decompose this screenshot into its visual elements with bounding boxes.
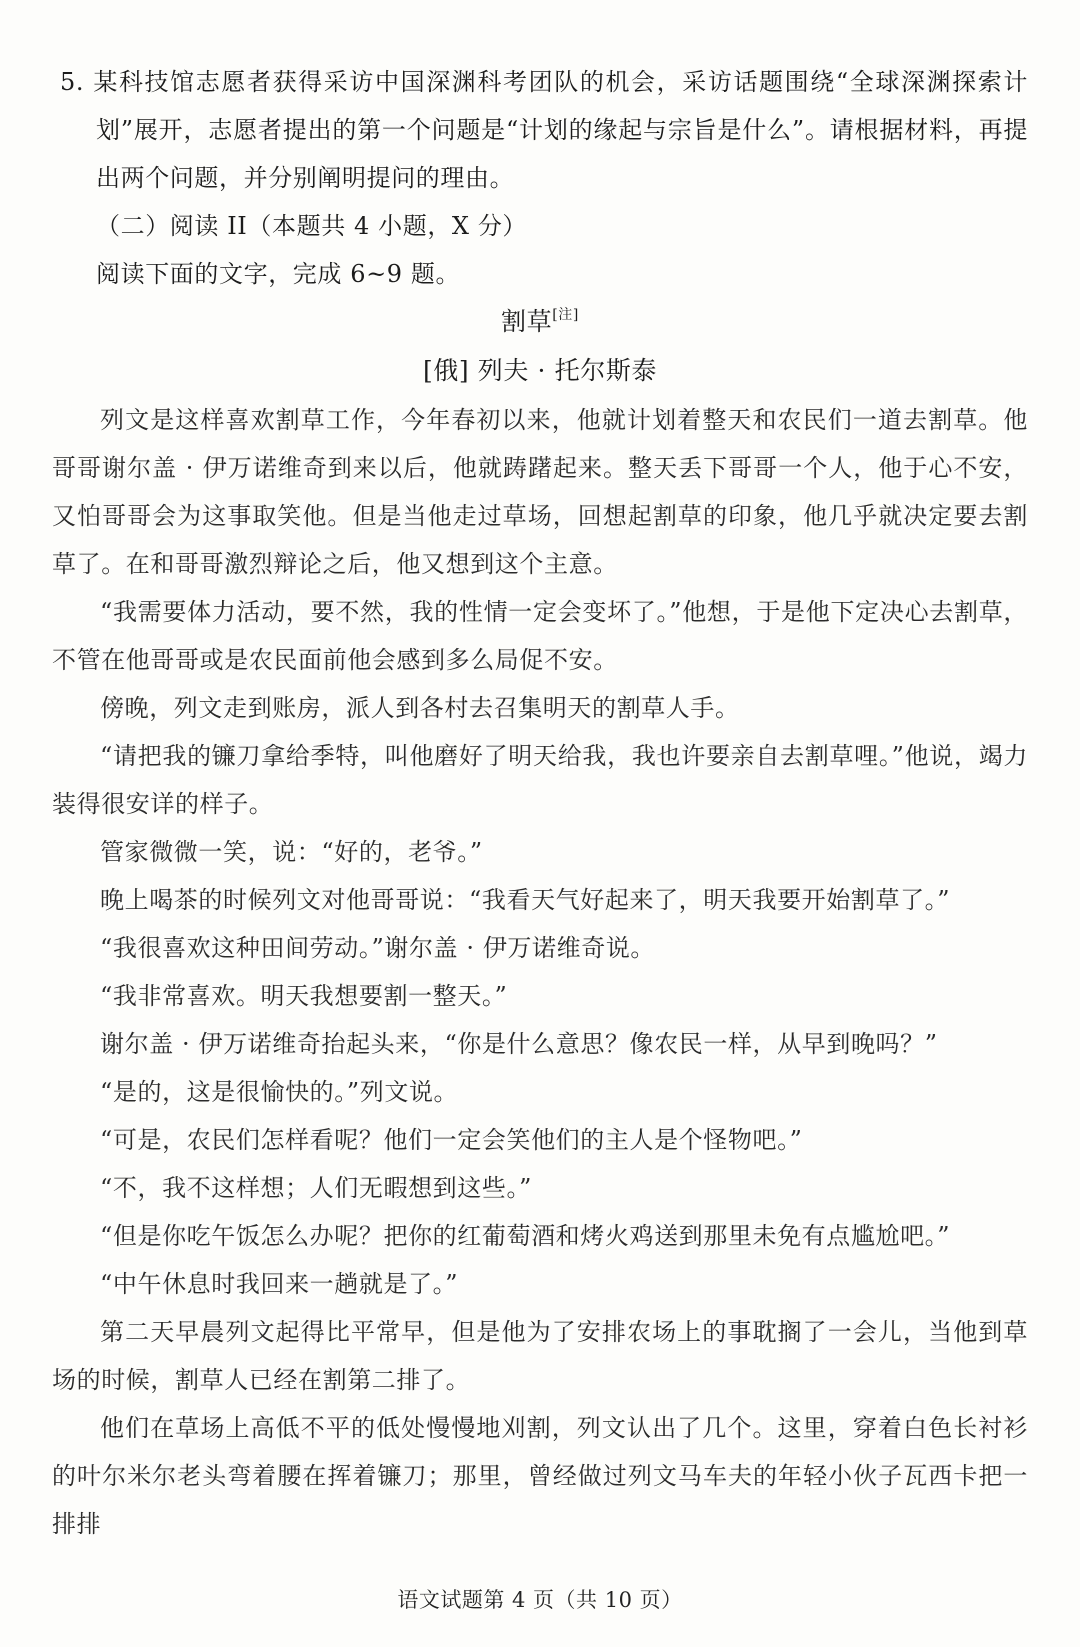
- article-paragraph: “请把我的镰刀拿给季特，叫他磨好了明天给我，我也许要亲自去割草哩。”他说，竭力装得很安详的样子。: [52, 742, 1028, 818]
- article-paragraph: 他们在草场上高低不平的低处慢慢地刈割，列文认出了几个。这里，穿着白色长衬衫的叶尔米尔老头弯着腰在挥着镰刀；那里，曾经做过列文马车夫的年轻小伙子瓦西卡把一排排: [52, 1414, 1028, 1538]
- article-paragraph: 第二天早晨列文起得比平常早，但是他为了安排农场上的事耽搁了一会儿，当他到草场的时候，割草人已经在割第二排了。: [52, 1318, 1028, 1394]
- article-title: [52, 298, 1028, 346]
- article-author: [俄] 列夫 · 托尔斯泰: [422, 356, 658, 385]
- article-paragraph: 管家微微一笑，说：“好的，老爷。”: [100, 838, 483, 866]
- article-paragraph: “我非常喜欢。明天我想要割一整天。”: [100, 982, 508, 1010]
- article-paragraph: 谢尔盖 · 伊万诺维奇抬起头来，“你是什么意思？像农民一样，从早到晚吗？”: [100, 1030, 938, 1058]
- section-heading: （二）阅读 II（本题共 4 小题，X 分）: [96, 212, 528, 240]
- article-paragraph: 列文是这样喜欢割草工作，今年春初以来，他就计划着整天和农民们一道去割草。他哥哥谢尔盖 · 伊万诺维奇到来以后，他就踌躇起来。整天丢下哥哥一个人，他于心不安，又怕哥哥会为这事取笑他。但是当他走过草场，回想起割草的印象，他几乎就决定要去割草了。在和哥哥激烈辩论之后，他又想到这个主意。: [52, 406, 1028, 578]
- article-paragraph: “是的，这是很愉快的。”列文说。: [100, 1078, 459, 1106]
- article-paragraph: “但是你吃午饭怎么办呢？把你的红葡萄酒和烤火鸡送到那里未免有点尴尬吧。”: [100, 1222, 951, 1250]
- article-paragraph: “我需要体力活动，要不然，我的性情一定会变坏了。”他想，于是他下定决心去割草，不管在他哥哥或是农民面前他会感到多么局促不安。: [52, 598, 1028, 674]
- article-title-note: [注]: [552, 307, 579, 323]
- article-paragraph: “可是，农民们怎样看呢？他们一定会笑他们的主人是个怪物吧。”: [100, 1126, 803, 1154]
- article-title-text: 割草: [501, 307, 553, 336]
- article-paragraph: “中午休息时我回来一趟就是了。”: [100, 1270, 459, 1298]
- section-instruction: 阅读下面的文字，完成 6~9 题。: [96, 260, 461, 288]
- article-paragraph: “不，我不这样想；人们无暇想到这些。”: [100, 1174, 532, 1202]
- page-content: [52, 58, 1028, 1548]
- article-paragraph: 晚上喝茶的时候列文对他哥哥说：“我看天气好起来了，明天我要开始割草了。”: [100, 886, 951, 914]
- article-body: [52, 396, 1028, 1548]
- page-footer: 语文试题第 4 页（共 10 页）: [397, 1588, 683, 1612]
- question-5: 5. 某科技馆志愿者获得采访中国深渊科考团队的机会，采访话题围绕“全球深渊探索计划”展开，志愿者提出的第一个问题是“计划的缘起与宗旨是什么”。请根据材料，再提出两个问题，并分别阐明提问的理由。: [60, 68, 1028, 192]
- article-paragraph: 傍晚，列文走到账房，派人到各村去召集明天的割草人手。: [100, 694, 740, 722]
- article-paragraph: “我很喜欢这种田间劳动。”谢尔盖 · 伊万诺维奇说。: [100, 934, 656, 962]
